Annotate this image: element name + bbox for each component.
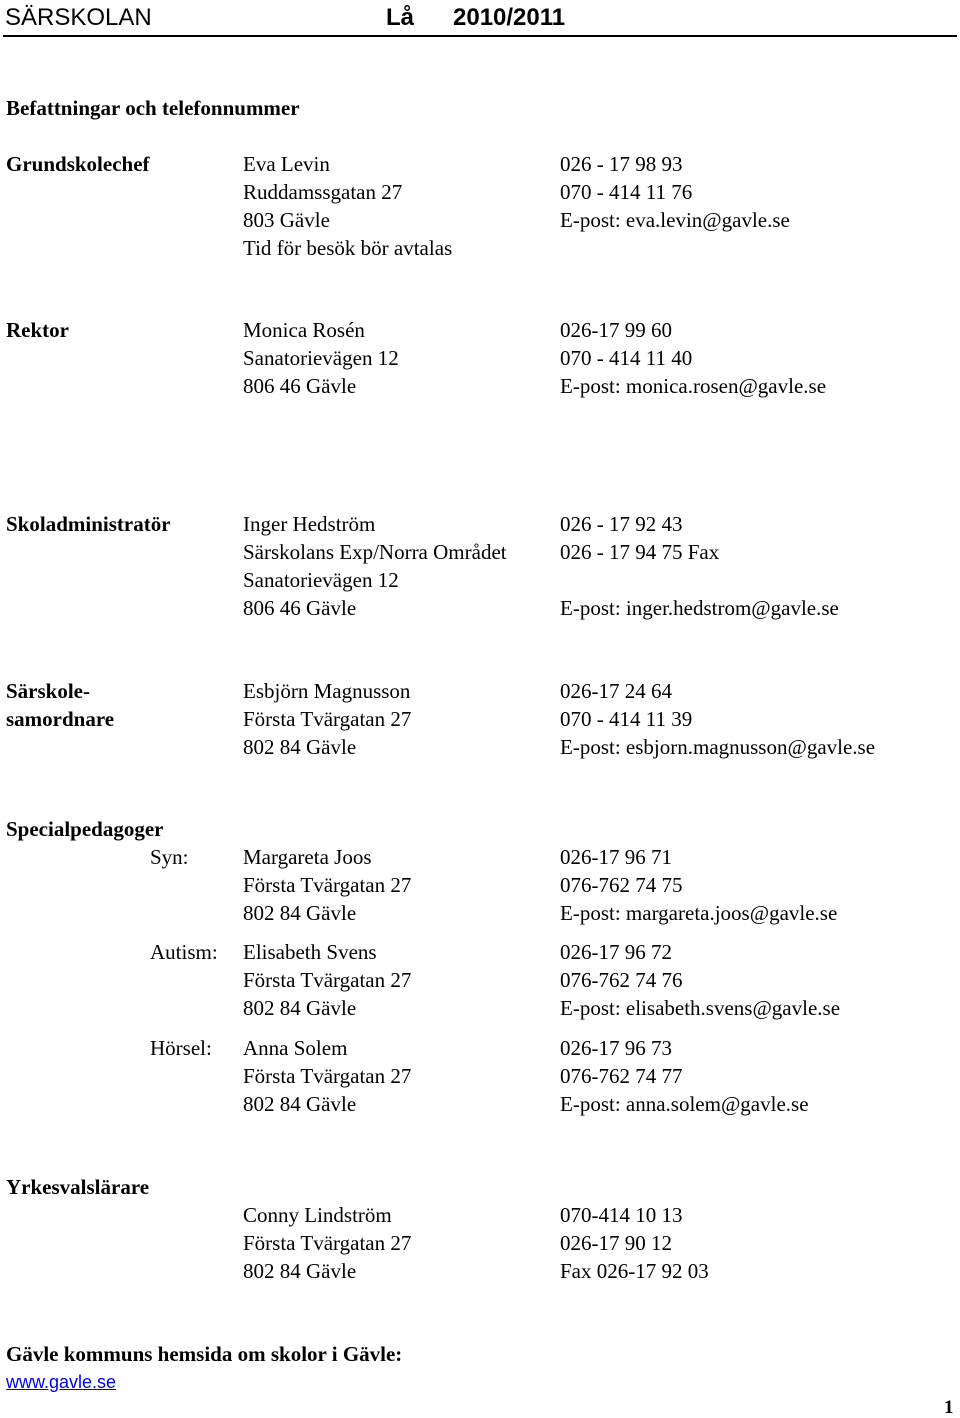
website-link[interactable]: www.gavle.se [6,1372,117,1392]
contact-email: E-post: monica.rosen@gavle.se [560,374,827,398]
contact-street: Ruddamssgatan 27 [243,180,403,204]
specialty-label-autism: Autism: [150,940,218,964]
contact-city: 806 46 Gävle [243,596,357,620]
contact-name: Eva Levin [243,152,330,176]
fax-number: Fax 026-17 92 03 [560,1259,709,1283]
role-label: Specialpedagoger [6,817,164,841]
contact-email: E-post: anna.solem@gavle.se [560,1092,809,1116]
role-label: Rektor [6,318,69,342]
phone-primary: 026 - 17 98 93 [560,152,683,176]
contact-unit: Särskolans Exp/Norra Området [243,540,507,564]
contact-email: E-post: inger.hedstrom@gavle.se [560,596,839,620]
contact-email: E-post: esbjorn.magnusson@gavle.se [560,735,876,759]
contact-city: 803 Gävle [243,208,330,232]
contact-street: Första Tvärgatan 27 [243,1231,412,1255]
phone-primary: 070-414 10 13 [560,1203,683,1227]
contact-street: Första Tvärgatan 27 [243,1064,412,1088]
contact-street: Sanatorievägen 12 [243,568,399,592]
phone-secondary: 026-17 90 12 [560,1231,672,1255]
section-title: Befattningar och telefonnummer [6,96,300,120]
contact-street: Första Tvärgatan 27 [243,873,412,897]
contact-name: Monica Rosén [243,318,365,342]
phone-primary: 026-17 24 64 [560,679,672,703]
specialty-label-horsel: Hörsel: [150,1036,212,1060]
header-rule [3,35,957,37]
contact-name: Inger Hedström [243,512,376,536]
role-label: Grundskolechef [6,152,150,176]
role-label-line1: Särskole- [6,679,90,703]
role-label: Skoladministratör [6,512,171,536]
phone-mobile: 070 - 414 11 40 [560,346,693,370]
contact-name: Conny Lindström [243,1203,392,1227]
phone-primary: 026-17 96 71 [560,845,672,869]
contact-name: Margareta Joos [243,845,372,869]
header-school: SÄRSKOLAN [5,4,152,31]
footer-heading: Gävle kommuns hemsida om skolor i Gävle: [6,1342,403,1366]
phone-mobile: 076-762 74 77 [560,1064,683,1088]
specialty-label-syn: Syn: [150,845,189,869]
phone-mobile: 070 - 414 11 76 [560,180,693,204]
contact-city: 802 84 Gävle [243,996,357,1020]
contact-city: 802 84 Gävle [243,901,357,925]
phone-primary: 026-17 96 73 [560,1036,672,1060]
contact-city: 806 46 Gävle [243,374,357,398]
role-label-line2: samordnare [6,707,115,731]
header-term-label: Lå [386,4,415,31]
phone-mobile: 070 - 414 11 39 [560,707,693,731]
fax-number: 026 - 17 94 75 Fax [560,540,720,564]
contact-street: Första Tvärgatan 27 [243,707,412,731]
contact-email: E-post: margareta.joos@gavle.se [560,901,838,925]
contact-city: 802 84 Gävle [243,1092,357,1116]
contact-city: 802 84 Gävle [243,735,357,759]
role-label: Yrkesvalslärare [6,1175,150,1199]
visit-note: Tid för besök bör avtalas [243,236,453,260]
contact-street: Första Tvärgatan 27 [243,968,412,992]
phone-mobile: 076-762 74 75 [560,873,683,897]
page-number: 1 [944,1397,954,1418]
contact-city: 802 84 Gävle [243,1259,357,1283]
contact-email: E-post: eva.levin@gavle.se [560,208,790,232]
phone-mobile: 076-762 74 76 [560,968,683,992]
phone-primary: 026-17 99 60 [560,318,672,342]
contact-name: Anna Solem [243,1036,348,1060]
phone-primary: 026 - 17 92 43 [560,512,683,536]
contact-name: Esbjörn Magnusson [243,679,411,703]
phone-primary: 026-17 96 72 [560,940,672,964]
contact-street: Sanatorievägen 12 [243,346,399,370]
header-term-year: 2010/2011 [453,4,566,31]
contact-name: Elisabeth Svens [243,940,377,964]
contact-email: E-post: elisabeth.svens@gavle.se [560,996,841,1020]
